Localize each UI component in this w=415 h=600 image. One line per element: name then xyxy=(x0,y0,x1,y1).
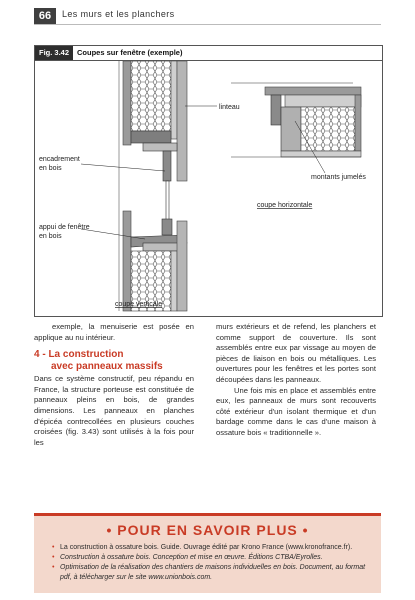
box-title: • POUR EN SAVOIR PLUS • xyxy=(106,522,309,538)
figure-title: Coupes sur fenêtre (exemple) xyxy=(77,48,183,57)
label-encadrement-2: en bois xyxy=(39,165,62,172)
label-appui-2: en bois xyxy=(39,233,62,240)
label-coupe-horizontale: coupe horizontale xyxy=(257,202,313,209)
figure-3-42 xyxy=(34,45,383,317)
bullet: • xyxy=(52,564,55,572)
further-reading-box xyxy=(34,513,381,593)
box-top-bar xyxy=(34,513,381,516)
paragraph: exemple, la menuiserie est posée en applique au nu intérieur. xyxy=(34,322,194,342)
label-montants: montants jumelés xyxy=(311,174,366,181)
reference-text: Construction à ossature bois. Conception et mise en œuvre. Éditions CTBA/Eyrolles. xyxy=(60,554,323,562)
running-title: Les murs et les planchers xyxy=(62,9,175,19)
figure-number: Fig. 3.42 xyxy=(35,46,73,60)
left-column xyxy=(34,322,194,448)
page-header xyxy=(34,8,381,24)
list-item xyxy=(54,563,372,581)
section-heading-line-1: 4 - La construction xyxy=(34,349,124,361)
paragraph: Une fois mis en place et assemblés entre eux, les panneaux de murs sont recouverts côté extérieur d'un isolant thermique et d'un bardage comme dans le cas d'une maison à ossature bois « traditionnelle ». xyxy=(216,385,376,437)
label-appui-1: appui de fenêtre xyxy=(39,224,90,231)
reference-text: La construction à ossature bois. Guide. Ouvrage édité par Krono France (www.kronofrance.fr). xyxy=(60,544,353,551)
horizontal-section xyxy=(231,83,361,173)
right-column xyxy=(216,322,376,439)
window-section-drawing xyxy=(35,61,382,315)
header-divider xyxy=(34,24,381,25)
vertical-section xyxy=(81,61,217,311)
list-item xyxy=(54,543,372,552)
reference-text: Optimisation de la réalisation des chantiers de maisons individuelles en bois. Document, au format pdf, à télécharger sur le site www.unionbois.com. xyxy=(60,564,366,581)
bullet: • xyxy=(52,544,55,551)
figure-caption xyxy=(35,46,182,60)
bullet: • xyxy=(52,554,55,562)
paragraph: Dans ce système constructif, peu répandu en France, la structure porteuse est constituée de panneaux pleins en bois, de grandes dimensions. Les panneaux en planches d'épicéa contrecollées en plusieurs couches croisées (fig. 3.43) sont utilisés à la fois pour les xyxy=(34,374,194,447)
list-item xyxy=(54,553,372,562)
section-heading-line-2: avec panneaux massifs xyxy=(51,360,163,372)
page-number: 66 xyxy=(34,8,56,24)
label-encadrement-1: encadrement xyxy=(39,156,80,163)
reference-list xyxy=(54,543,372,583)
label-coupe-verticale: coupe verticale xyxy=(115,301,163,308)
label-linteau: linteau xyxy=(219,104,240,111)
section-heading xyxy=(34,349,194,372)
paragraph: murs extérieurs et de refend, les planchers et comme support de couverture. Ils sont assemblés entre eux par vissage au moyen de pièces de liaison en bois ou métalliques. Les ouvertures pour les fenêtres et les portes sont découpées dans les panneaux. xyxy=(216,322,376,384)
